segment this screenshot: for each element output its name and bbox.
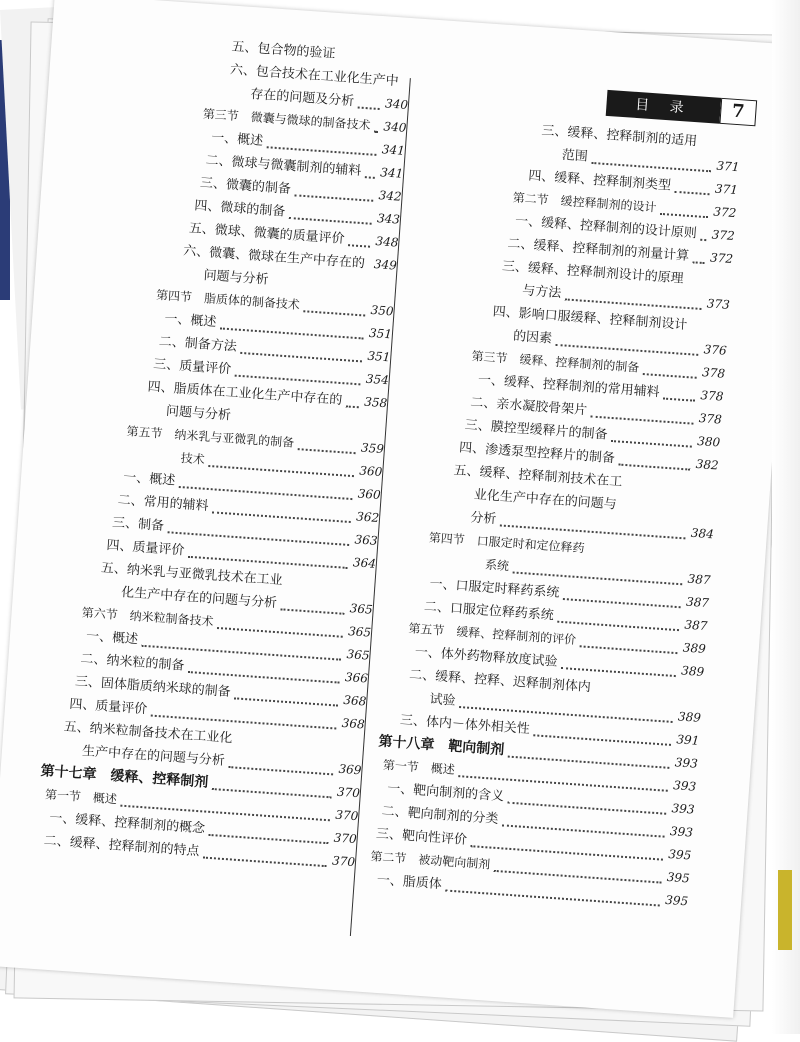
toc-entry-title: 第三节 微囊与微球的制备技术 xyxy=(202,103,371,138)
toc-entry-page: 359 xyxy=(360,437,384,462)
toc-entry-title: 一、靶向制剂的含义 xyxy=(386,777,504,808)
toc-entry-title: 四、影响口服缓释、控释制剂设计 xyxy=(492,300,688,337)
dot-leader xyxy=(298,447,356,454)
toc-entry-title: 二、亲水凝胶骨架片 xyxy=(470,391,588,422)
toc-entry-page: 372 xyxy=(711,224,735,249)
dot-leader xyxy=(289,216,372,225)
toc-entry-title: 第五节 缓释、控释制剂的评价 xyxy=(408,617,577,652)
toc-entry-page: 365 xyxy=(347,620,371,645)
toc-entry-page: 348 xyxy=(375,230,399,255)
toc-entry-title: 第四节 口服定时和定位释药 xyxy=(428,527,585,561)
toc-entry-page: 370 xyxy=(336,781,360,806)
toc-entry-title: 二、口服定位释药系统 xyxy=(423,595,554,627)
toc-entry-title: 四、缓释、控释制剂类型 xyxy=(528,165,672,198)
toc-entry-page: 373 xyxy=(706,292,730,317)
toc-entry-title: 四、微球的制备 xyxy=(194,194,286,223)
dot-leader xyxy=(346,404,359,408)
toc-entry-page: 350 xyxy=(370,299,394,324)
toc-entry-page: 363 xyxy=(354,528,378,553)
toc-entry-page: 351 xyxy=(367,345,391,370)
toc-entry-title: 问题与分析 xyxy=(165,400,231,427)
toc-entry-title: 第十七章 缓释、控释制剂 xyxy=(40,760,209,795)
toc-entry-title: 三、缓释、控释制剂的适用 xyxy=(541,119,698,153)
toc-entry-title: 三、固体脂质纳米球的制备 xyxy=(74,670,231,704)
toc-entry-page: 364 xyxy=(352,551,376,576)
toc-entry-title: 系统 xyxy=(484,554,510,579)
toc-entry-title: 一、口服定时释药系统 xyxy=(429,573,560,605)
toc-entry-page: 369 xyxy=(338,758,362,783)
toc-entry-page: 389 xyxy=(682,637,706,662)
toc-entry-page: 395 xyxy=(668,843,692,868)
dot-leader xyxy=(348,243,370,248)
toc-entry-page: 378 xyxy=(701,361,725,386)
toc-entry-title: 二、常用的辅料 xyxy=(117,489,209,518)
toc-entry-page: 360 xyxy=(357,482,381,507)
toc-entry-title: 一、概述 xyxy=(210,126,263,153)
toc-entry-title: 与方法 xyxy=(521,279,562,305)
toc-right-column xyxy=(368,111,742,913)
toc-entry-title: 试验 xyxy=(429,688,457,713)
toc-entry-title: 第一节 概述 xyxy=(382,754,455,782)
toc-entry-page: 370 xyxy=(335,804,359,829)
toc-entry-title: 第一节 概述 xyxy=(44,783,117,811)
toc-entry-title: 一、缓释、控释制剂的设计原则 xyxy=(514,210,697,246)
toc-entry-title: 技术 xyxy=(180,447,206,472)
toc-entry-title: 三、质量评价 xyxy=(152,353,231,381)
toc-entry-title: 化生产中存在的问题与分析 xyxy=(120,581,277,615)
toc-entry-page: 370 xyxy=(333,827,357,852)
book-cover-corner xyxy=(778,870,792,950)
toc-entry-title: 第二节 缓控释制剂的设计 xyxy=(512,187,657,220)
toc-entry-page: 395 xyxy=(666,866,690,891)
toc-entry-title: 问题与分析 xyxy=(203,264,269,291)
toc-entry-page: 368 xyxy=(343,689,367,714)
toc-entry-title: 三、体内－体外相关性 xyxy=(399,709,530,741)
page-number: 7 xyxy=(719,98,757,126)
toc-entry-page: 380 xyxy=(696,430,720,455)
toc-entry-page: 384 xyxy=(690,522,714,547)
toc-entry-title: 二、制备方法 xyxy=(158,330,237,358)
toc-entry-page: 387 xyxy=(687,568,711,593)
dot-leader xyxy=(365,175,375,179)
toc-entry-title: 一、脂质体 xyxy=(376,869,442,896)
toc-entry-page: 371 xyxy=(716,155,740,180)
toc-entry-page: 365 xyxy=(349,597,373,622)
toc-entry-title: 第五节 纳米乳与亚微乳的制备 xyxy=(126,420,295,455)
toc-entry-page: 349 xyxy=(373,253,397,278)
toc-entry-title: 范围 xyxy=(561,144,589,169)
toc-entry-page: 378 xyxy=(700,384,724,409)
toc-entry-title: 五、纳米乳与亚微乳技术在工业 xyxy=(100,557,283,593)
dot-leader xyxy=(203,856,327,868)
toc-entry-title: 业化生产中存在的问题与 xyxy=(473,484,617,517)
dot-leader xyxy=(643,372,697,379)
toc-entry-page: 342 xyxy=(378,184,402,209)
toc-entry-page: 387 xyxy=(685,591,709,616)
dot-leader xyxy=(280,607,344,614)
toc-entry-title: 第三节 缓释、控释制剂的制备 xyxy=(471,345,640,380)
toc-entry-title: 四、质量评价 xyxy=(69,693,148,721)
toc-entry-title: 五、缓释、控释制剂技术在工 xyxy=(453,459,623,494)
toc-entry-title: 第十八章 靶向制剂 xyxy=(378,731,505,763)
toc-entry-title: 第二节 被动靶向制剂 xyxy=(370,845,491,876)
toc-entry-page: 372 xyxy=(709,246,733,271)
toc-entry-page: 376 xyxy=(703,338,727,363)
toc-entry-page: 340 xyxy=(384,92,408,117)
toc-entry-title: 二、缓释、控释制剂的特点 xyxy=(43,829,200,863)
toc-entry-title: 三、膜控型缓释片的制备 xyxy=(464,414,608,447)
dot-leader xyxy=(674,190,709,195)
toc-entry-title: 六、包合技术在工业化生产中 xyxy=(229,59,399,94)
toc-entry-title: 生产中存在的问题与分析 xyxy=(81,740,225,773)
toc-entry-title: 分析 xyxy=(470,506,498,531)
page-header xyxy=(606,90,757,126)
toc-entry-page: 351 xyxy=(368,322,392,347)
toc-entry-page: 354 xyxy=(365,368,389,393)
toc-entry-title: 五、微球、微囊的质量评价 xyxy=(188,217,345,251)
toc-entry-title: 存在的问题及分析 xyxy=(250,83,355,113)
toc-entry-page: 370 xyxy=(331,850,355,875)
toc-entry-page: 393 xyxy=(674,751,698,776)
toc-entry-title: 四、质量评价 xyxy=(106,534,185,562)
toc-entry-page: 389 xyxy=(680,659,704,684)
toc-entry-page: 360 xyxy=(359,460,383,485)
toc-entry-page: 371 xyxy=(714,178,738,203)
toc-left-column xyxy=(35,26,412,874)
toc-entry-title: 二、缓释、控释制剂的剂量计算 xyxy=(507,232,690,268)
toc-entry-page: 358 xyxy=(363,391,387,416)
dot-leader xyxy=(663,397,695,402)
toc-entry-page: 389 xyxy=(677,705,701,730)
toc-entry-title: 五、包合物的验证 xyxy=(231,36,336,66)
dot-leader xyxy=(445,889,660,907)
toc-entry-title: 一、概述 xyxy=(164,308,217,335)
toc-entry-page: 393 xyxy=(672,774,696,799)
toc-entry-title: 一、概述 xyxy=(85,625,138,652)
toc-entry-title: 一、缓释、控释制剂的概念 xyxy=(49,807,206,841)
toc-entry-title: 三、制备 xyxy=(111,511,164,538)
toc-entry-title: 三、靶向性评价 xyxy=(375,823,467,852)
toc-entry-title: 四、脂质体在工业化生产中存在的 xyxy=(147,376,343,413)
toc-entry-title: 的因素 xyxy=(512,325,553,351)
toc-entry-title: 一、体外药物释放度试验 xyxy=(414,641,558,674)
toc-entry-title: 六、微囊、微球在生产中存在的 xyxy=(182,240,365,276)
dot-leader xyxy=(611,439,692,448)
dot-leader xyxy=(303,309,365,316)
section-title: 目 录 xyxy=(606,90,722,124)
toc-entry-page: 366 xyxy=(344,666,368,691)
toc-entry-page: 372 xyxy=(713,201,737,226)
dot-leader xyxy=(294,193,373,202)
toc-entry-title: 三、缓释、控释制剂设计的原理 xyxy=(501,255,684,291)
toc-entry-page: 387 xyxy=(684,614,708,639)
toc-entry-title: 第六节 纳米粒制备技术 xyxy=(81,602,214,634)
toc-entry-title: 二、纳米粒的制备 xyxy=(80,648,185,678)
dot-leader xyxy=(693,260,705,264)
toc-entry-page: 391 xyxy=(676,728,700,753)
toc-entry-page: 382 xyxy=(695,453,719,478)
toc-entry-page: 340 xyxy=(383,115,407,140)
dot-leader xyxy=(618,463,690,471)
toc-entry-page: 378 xyxy=(698,407,722,432)
toc-entry-title: 五、纳米粒制备技术在工业化 xyxy=(63,716,233,751)
toc-entry-page: 365 xyxy=(346,643,370,668)
dot-leader xyxy=(358,106,380,111)
toc-entry-title: 一、缓释、控释制剂的常用辅料 xyxy=(477,369,660,405)
toc-entry-title: 第四节 脂质体的制备技术 xyxy=(155,284,300,317)
toc-entry-title: 二、微球与微囊制剂的辅料 xyxy=(205,149,362,183)
toc-entry-page: 393 xyxy=(669,820,693,845)
toc-entry-page: 341 xyxy=(381,138,405,163)
toc-entry-title: 二、靶向制剂的分类 xyxy=(381,800,499,831)
toc-entry-title: 一、概述 xyxy=(122,466,175,493)
toc-entry-title: 三、微囊的制备 xyxy=(199,172,291,201)
dot-leader xyxy=(700,238,706,241)
toc-entry-page: 343 xyxy=(376,207,400,232)
toc-entry-page: 341 xyxy=(379,161,403,186)
toc-entry-page: 368 xyxy=(341,712,365,737)
dot-leader xyxy=(374,130,378,133)
toc-entry-page: 362 xyxy=(355,505,379,530)
dot-leader xyxy=(660,212,708,218)
toc-entry-page: 395 xyxy=(664,889,688,914)
toc-entry-title: 二、缓释、控释、迟释制剂体内 xyxy=(408,664,591,700)
toc-entry-page: 393 xyxy=(671,797,695,822)
toc-entry-title: 四、渗透泵型控释片的制备 xyxy=(458,436,615,470)
